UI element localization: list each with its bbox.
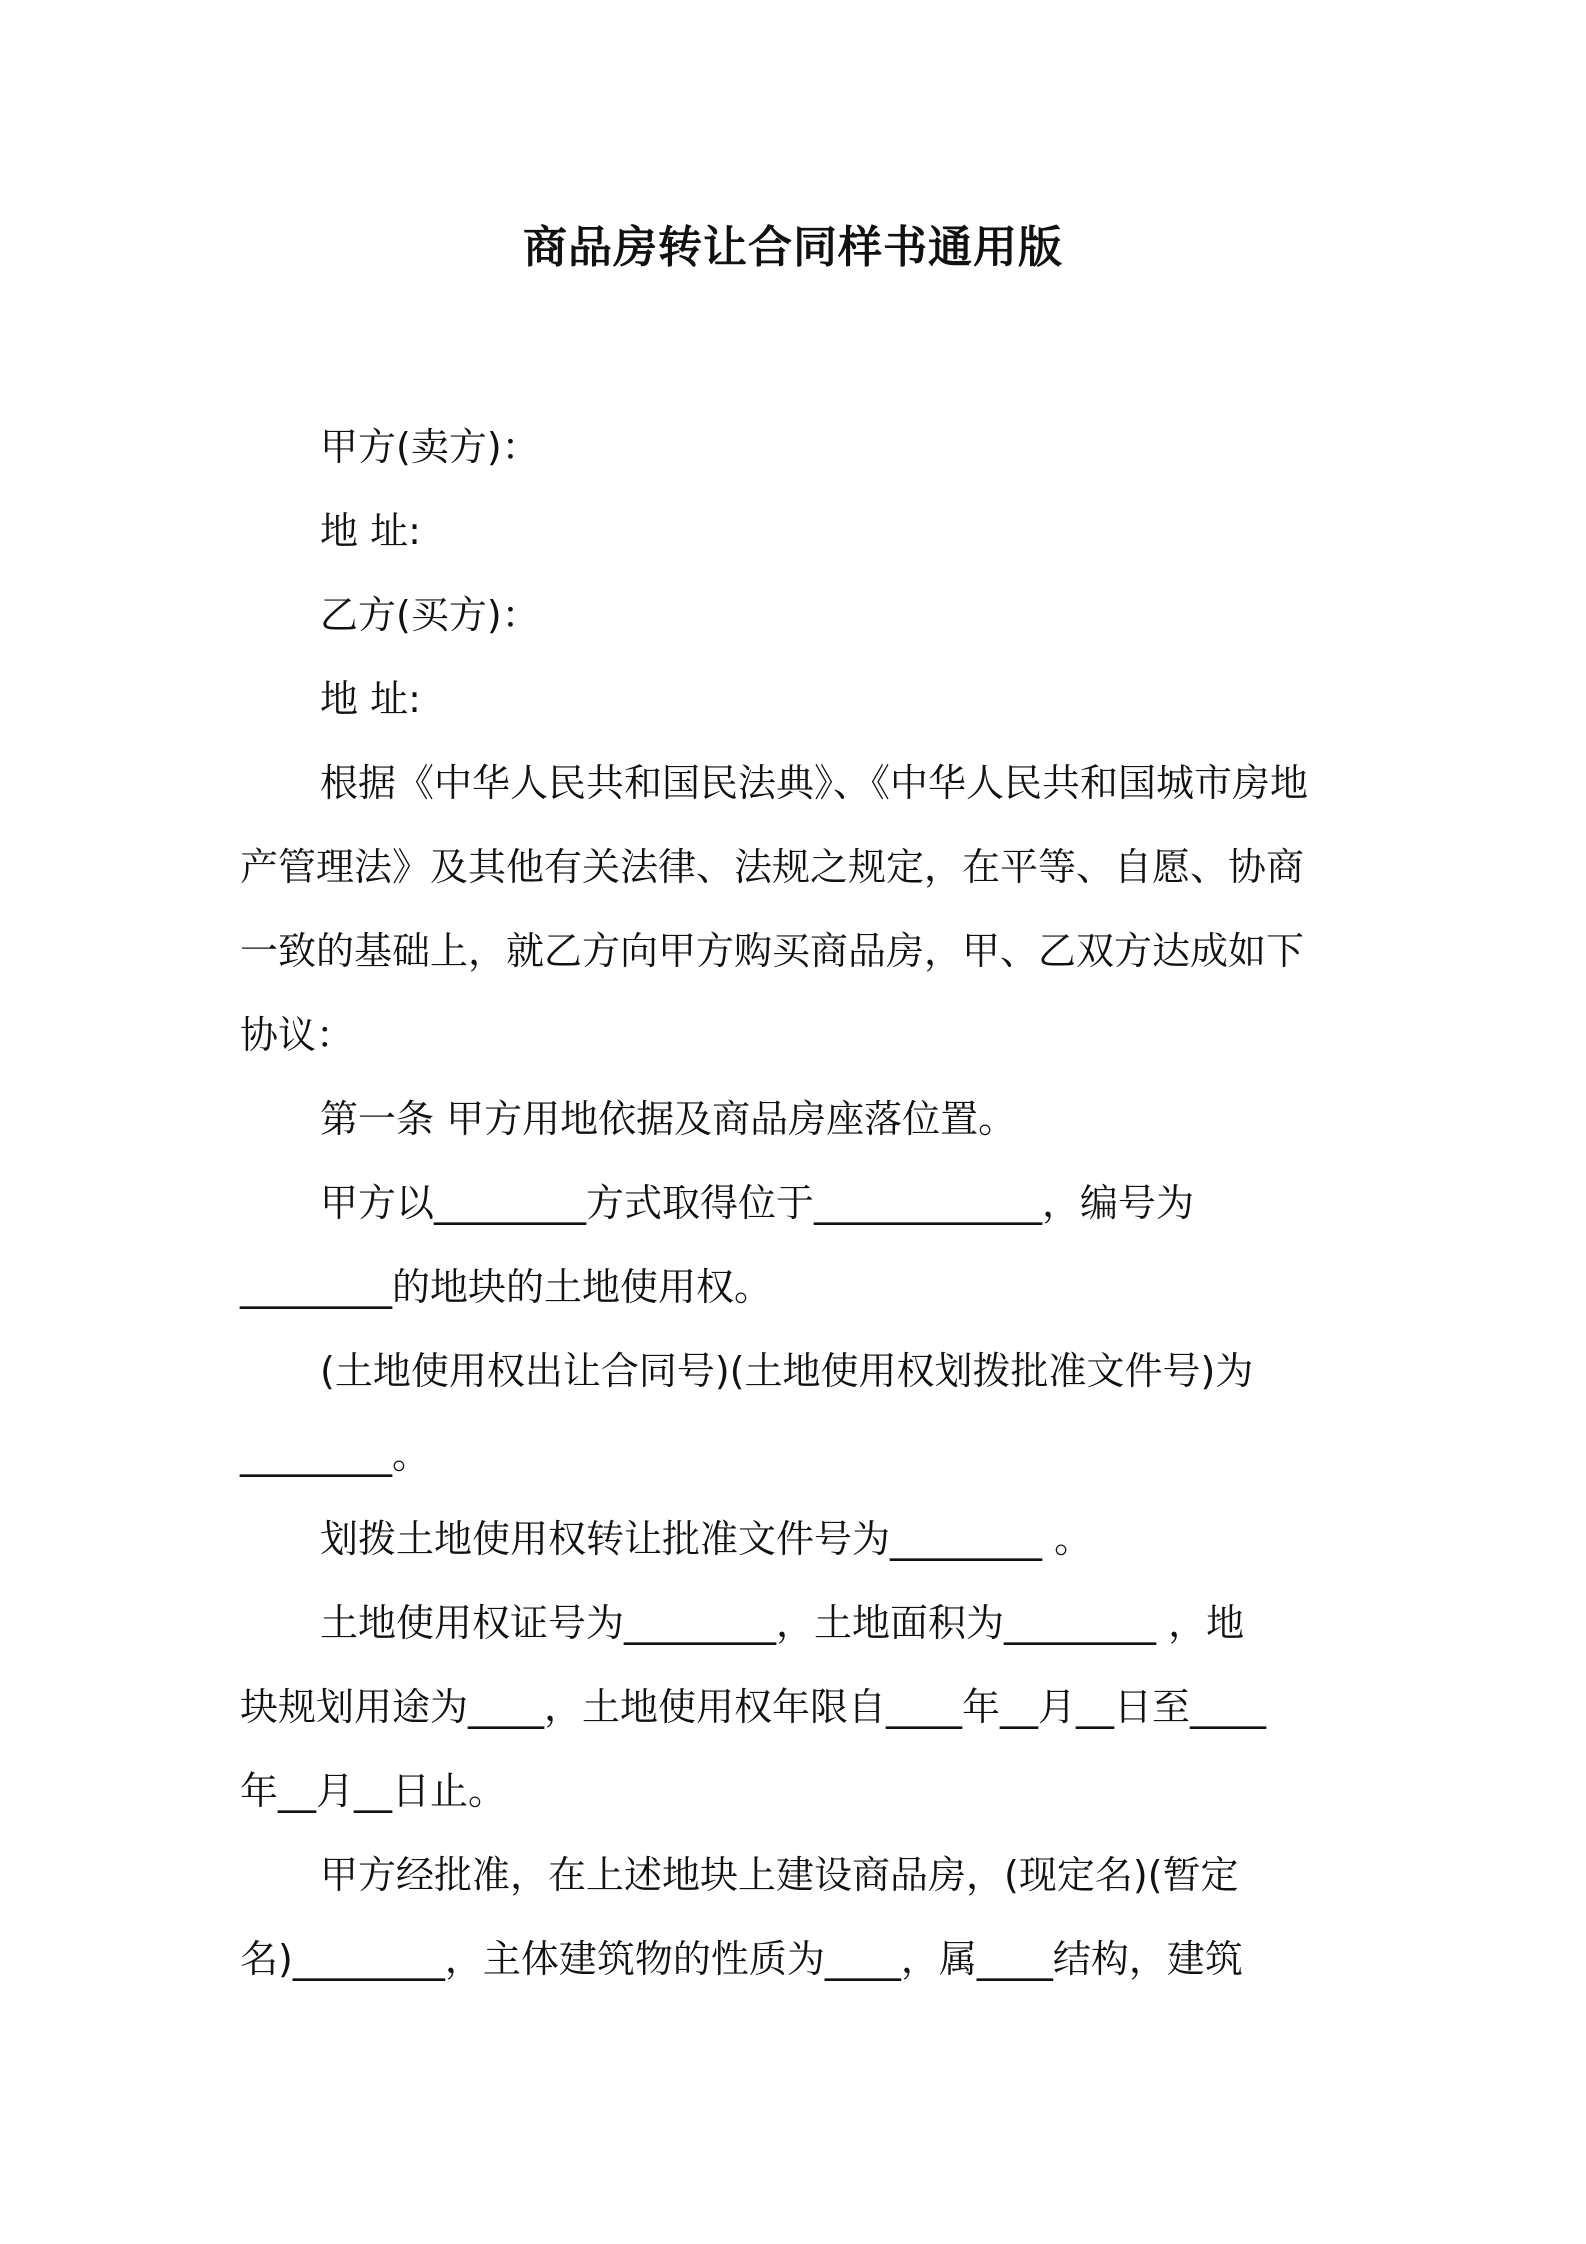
party-a-label: 甲方(卖方)： — [320, 425, 540, 469]
article-1-line-2: ________的地块的土地使用权。 — [240, 1265, 773, 1309]
article-1-line-8: 年__月__日止。 — [240, 1769, 507, 1813]
article-1-line-3: (土地使用权出让合同号)(土地使用权划拨批准文件号)为 — [320, 1349, 1254, 1393]
article-1-line-4: ________。 — [240, 1433, 431, 1477]
preamble-line-1: 根据《中华人民共和国民法典》、《中华人民共和国城市房地 — [320, 761, 1309, 805]
party-b-label: 乙方(买方)： — [320, 593, 540, 637]
article-1-line-10: 名)________，主体建筑物的性质为____，属____结构，建筑 — [240, 1937, 1243, 1981]
preamble-line-4: 协议： — [240, 1013, 355, 1057]
article-1-line-1: 甲方以________方式取得位于____________，编号为 — [320, 1181, 1195, 1225]
preamble-line-2: 产管理法》及其他有关法律、法规之规定，在平等、自愿、协商 — [240, 845, 1305, 889]
article-1-line-7: 块规划用途为____，土地使用权年限自____年__月__日至____ — [240, 1685, 1267, 1729]
document-body — [240, 405, 1350, 2001]
document-title: 商品房转让合同样书通用版 — [523, 222, 1063, 273]
article-1-line-6: 土地使用权证号为________，土地面积为________ ，地 — [320, 1601, 1245, 1645]
article-1-line-9: 甲方经批准，在上述地块上建设商品房，(现定名)(暂定 — [320, 1853, 1239, 1897]
article-1-line-5: 划拨土地使用权转让批准文件号为________ 。 — [320, 1517, 1093, 1561]
party-b-address-label: 地 址: — [320, 677, 421, 721]
article-1-heading: 第一条 甲方用地依据及商品房座落位置。 — [320, 1097, 1017, 1141]
preamble-line-3: 一致的基础上，就乙方向甲方购买商品房，甲、乙双方达成如下 — [240, 929, 1305, 973]
party-a-address-label: 地 址: — [320, 509, 421, 553]
